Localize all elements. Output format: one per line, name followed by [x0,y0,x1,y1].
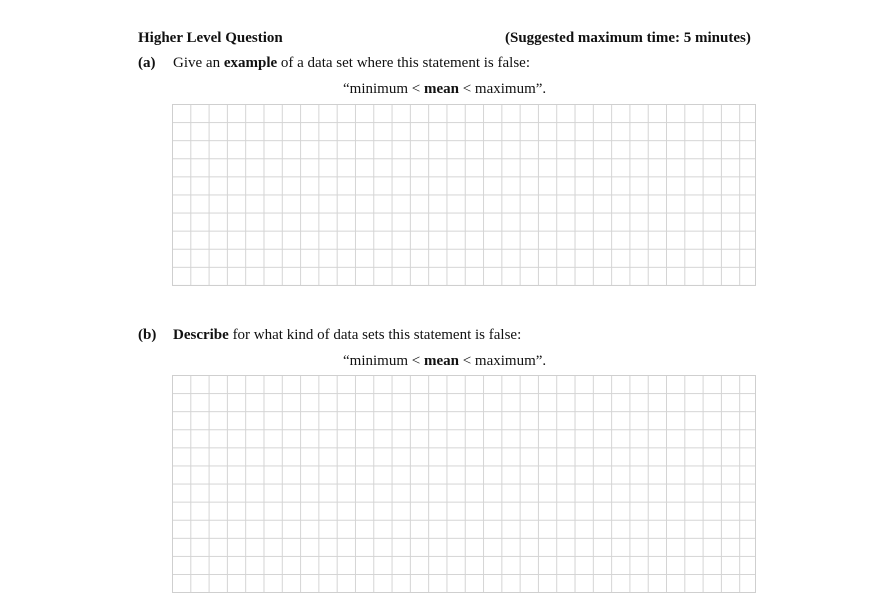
part-a-statement [343,81,546,98]
part-a-statement-before: “minimum < [343,81,424,97]
time-note: (Suggested maximum time: 5 minutes) [505,30,751,46]
part-b-text-bold: Describe [173,327,229,343]
part-b-statement-before: “minimum < [343,353,424,369]
part-b-statement-bold: mean [423,353,459,369]
part-b-question [173,327,521,344]
part-a-text-bold: example [223,55,278,71]
question-title: Higher Level Question [138,30,283,46]
part-b-label: (b) [138,327,157,343]
part-b-statement-after: < maximum”. [458,353,547,369]
part-a-text-before: Give an [173,55,224,71]
part-b-answer-grid[interactable] [172,375,756,593]
part-a-label: (a) [138,55,156,71]
part-a-question [173,55,530,72]
part-a-text-after: of a data set where this statement is false: [277,55,530,71]
part-b-text-after: for what kind of data sets this statement is false: [228,327,522,343]
part-b-statement [343,353,546,370]
part-a-statement-bold: mean [423,81,459,97]
part-a-answer-grid[interactable] [172,104,756,286]
part-a-statement-after: < maximum”. [458,81,547,97]
